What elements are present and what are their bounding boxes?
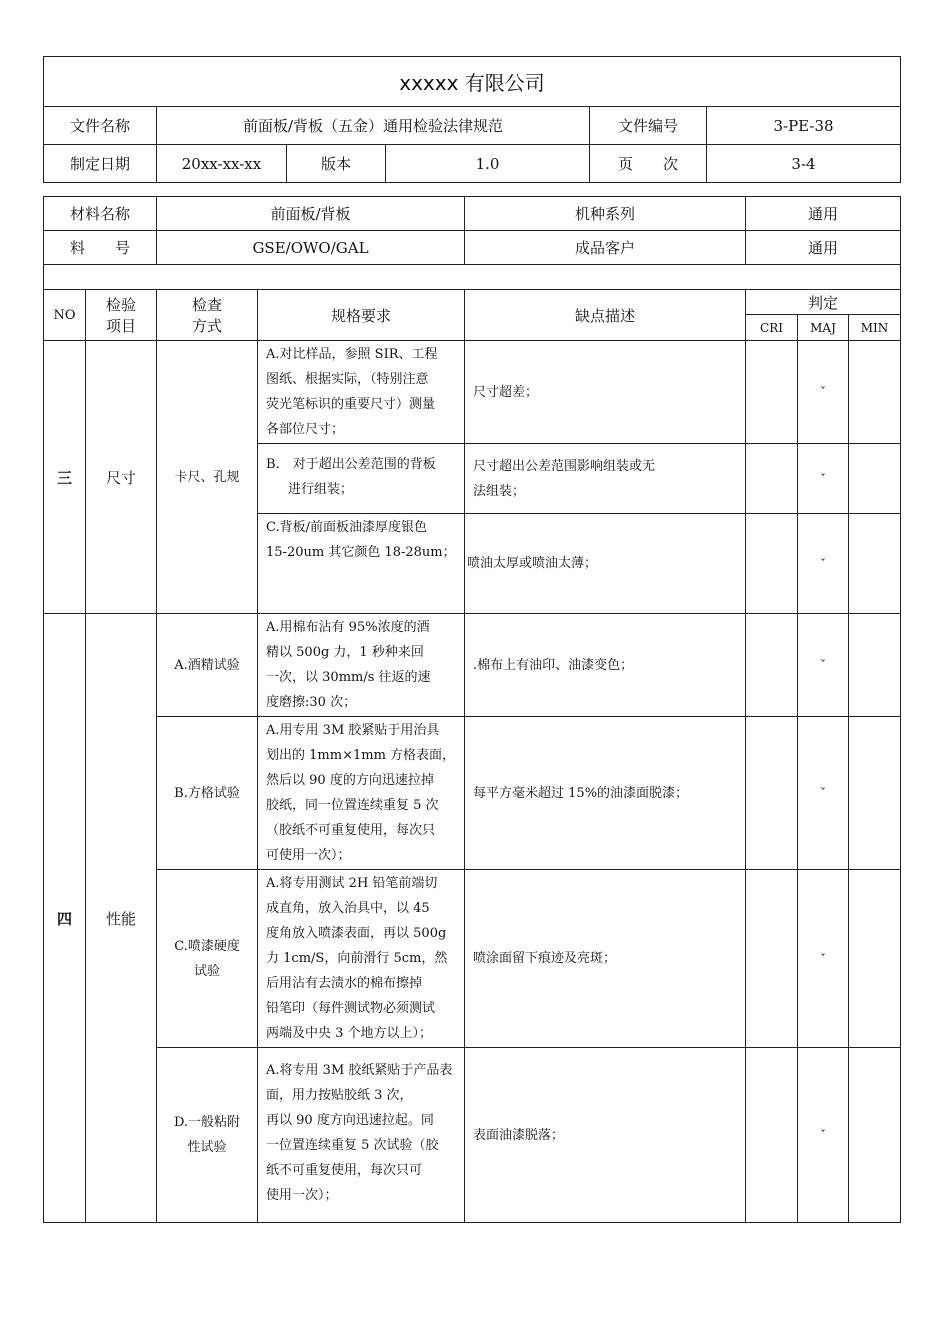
section3-row1-defect: 尺寸超差； <box>465 341 746 444</box>
judge-maj-check: ˇ <box>798 1048 849 1223</box>
file-name-value: 前面板/背板（五金）通用检验法律规范 <box>157 107 590 145</box>
judge-min <box>849 341 901 444</box>
page-label: 页 次 <box>590 145 707 183</box>
col-maj: MAJ <box>798 315 849 341</box>
series-label: 机种系列 <box>465 197 746 231</box>
file-no-value: 3-PE-38 <box>707 107 901 145</box>
file-no-label: 文件编号 <box>590 107 707 145</box>
part-no-label: 料 号 <box>44 231 157 265</box>
inspection-spec-table <box>43 196 901 1223</box>
material-name-label: 材料名称 <box>44 197 157 231</box>
judge-min <box>849 514 901 614</box>
col-judge: 判定 <box>746 290 901 315</box>
version-value: 1.0 <box>386 145 590 183</box>
section4-item: 性能 <box>86 614 157 1223</box>
judge-maj-check: ˇ <box>798 870 849 1048</box>
file-name-label: 文件名称 <box>44 107 157 145</box>
col-method-line2: 方式 <box>192 317 223 335</box>
section4-row1-defect: .棉布上有油印、油漆变色； <box>465 614 746 717</box>
col-method <box>157 290 258 341</box>
judge-min <box>849 717 901 870</box>
judge-maj-check: ˇ <box>798 614 849 717</box>
judge-min <box>849 870 901 1048</box>
page-value: 3-4 <box>707 145 901 183</box>
judge-min <box>849 614 901 717</box>
section3-row1-req: A.对比样品，参照 SIR、工程 图纸、根据实际，（特别注意 荧光笔标识的重要尺寸）测量 各部位尺寸； <box>258 341 465 444</box>
section4-no: 四 <box>44 614 86 1223</box>
section4-row2-req: A.用专用 3M 胶紧贴于用治具 划出的 1mm×1mm 方格表面， 然后以 90 度的方向迅速拉掉 胶纸，同一位置连续重复 5 次 （胶纸不可重复使用，每次只 可使用一次）； <box>258 717 465 870</box>
col-no: NO <box>44 290 86 341</box>
judge-maj-check: ˇ <box>798 514 849 614</box>
section4-row3-req: A.将专用测试 2H 铅笔前端切 成直角，放入治具中，以 45 度角放入喷漆表面，再以 500g 力 1cm/S，向前滑行 5cm，然 后用沾有去渍水的棉布擦掉 铅笔印（每件测试物必须测试 两端及中央 3 个地方以上）； <box>258 870 465 1048</box>
judge-cri <box>746 614 798 717</box>
section4-row4-method: D.一般粘附 性试验 <box>157 1048 258 1223</box>
date-label: 制定日期 <box>44 145 157 183</box>
blank-row <box>44 265 901 290</box>
company-name: xxxxx 有限公司 <box>44 57 901 107</box>
judge-cri <box>746 514 798 614</box>
section3-row3-defect: 喷油太厚或喷油太薄； <box>465 514 746 614</box>
judge-cri <box>746 444 798 514</box>
section4-row4-defect: 表面油漆脱落； <box>465 1048 746 1223</box>
section3-row2-defect: 尺寸超出公差范围影响组装或无 法组装； <box>465 444 746 514</box>
judge-cri <box>746 341 798 444</box>
customer-label: 成品客户 <box>465 231 746 265</box>
section4-row3-defect: 喷涂面留下痕迹及亮斑； <box>465 870 746 1048</box>
version-label: 版本 <box>287 145 386 183</box>
col-item-line1: 检验 <box>106 296 137 314</box>
col-item <box>86 290 157 341</box>
series-value: 通用 <box>746 197 901 231</box>
material-name-value: 前面板/背板 <box>157 197 465 231</box>
section4-row4-req: A.将专用 3M 胶纸紧贴于产品表 面，用力按贴胶纸 3 次， 再以 90 度方向迅速拉起。同 一位置连续重复 5 次试验（胶 纸不可重复使用，每次只可 使用一次）； <box>258 1048 465 1223</box>
col-method-line1: 检查 <box>192 296 223 314</box>
col-min: MIN <box>849 315 901 341</box>
section3-method: 卡尺、孔规 <box>157 341 258 614</box>
judge-cri <box>746 870 798 1048</box>
section3-row2-req: B. 对于超出公差范围的背板 进行组装； <box>258 444 465 514</box>
judge-min <box>849 444 901 514</box>
judge-cri <box>746 1048 798 1223</box>
section4-row3-method: C.喷漆硬度 试验 <box>157 870 258 1048</box>
col-defect: 缺点描述 <box>465 290 746 341</box>
judge-min <box>849 1048 901 1223</box>
judge-maj-check: ˇ <box>798 444 849 514</box>
judge-maj-check: ˇ <box>798 341 849 444</box>
section4-row1-method: A.酒精试验 <box>157 614 258 717</box>
col-cri: CRI <box>746 315 798 341</box>
customer-value: 通用 <box>746 231 901 265</box>
section3-no: 三 <box>44 341 86 614</box>
section3-row3-req: C.背板/前面板油漆厚度银色 15-20um 其它颜色 18-28um； <box>258 514 465 614</box>
section4-row2-defect: 每平方毫米超过 15%的油漆面脱漆； <box>465 717 746 870</box>
section4-row1-req: A.用棉布沾有 95%浓度的酒 精以 500g 力，1 秒种来回 一次，以 30mm/s 往返的速 度磨擦:30 次； <box>258 614 465 717</box>
judge-cri <box>746 717 798 870</box>
section4-row2-method: B.方格试验 <box>157 717 258 870</box>
date-value: 20xx-xx-xx <box>157 145 287 183</box>
col-spec: 规格要求 <box>258 290 465 341</box>
document-header-table <box>43 56 901 183</box>
judge-maj-check: ˇ <box>798 717 849 870</box>
part-no-value: GSE/OWO/GAL <box>157 231 465 265</box>
col-item-line2: 项目 <box>106 317 137 335</box>
section3-item: 尺寸 <box>86 341 157 614</box>
